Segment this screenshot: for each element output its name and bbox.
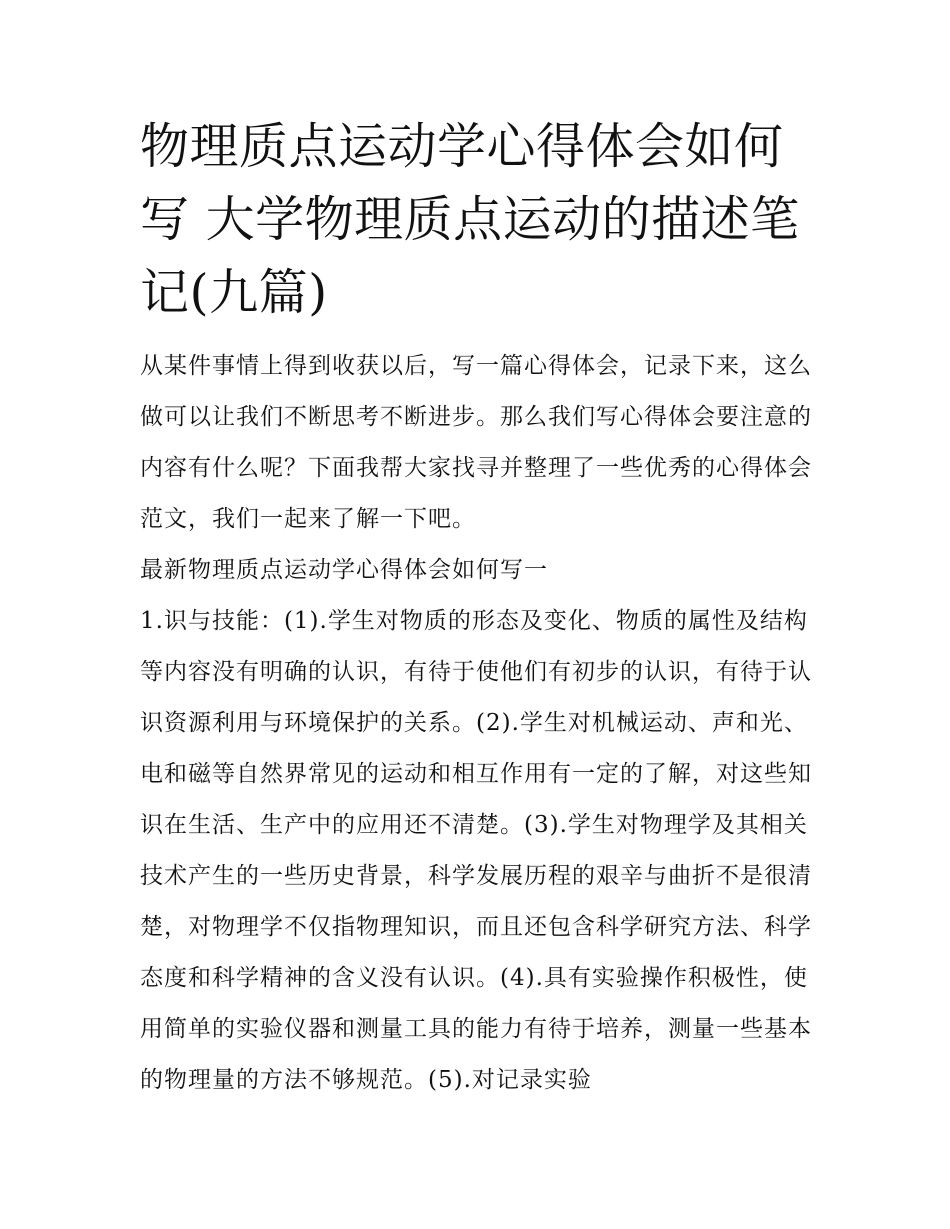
section-body-paragraph: 1.识与技能：(1).学生对物质的形态及变化、物质的属性及结构等内容没有明确的认识，有待于使他们有初步的认识，有待于认识资源利用与环境保护的关系。(2).学生对机械运动、声和光、电和磁等自然界常见的运动和相互作用有一定的了解，对这些知识在生活、生产中的应用还不清楚。(3).学生对物理学及其相关技术产生的一些历史背景，科学发展历程的艰辛与曲折不是很清楚，对物理学不仅指物理知识，而且还包含科学研究方法、科学态度和科学精神的含义没有认识。(4).具有实验操作积极性，使用简单的实验仪器和测量工具的能力有待于培养，测量一些基本的物理量的方法不够规范。(5).对记录实验 xyxy=(140,608,812,1093)
section-heading: 最新物理质点运动学心得体会如何写一 xyxy=(140,557,548,583)
intro-paragraph: 从某件事情上得到收获以后，写一篇心得体会，记录下来，这么做可以让我们不断思考不断进步。那么我们写心得体会要注意的内容有什么呢？下面我帮大家找寻并整理了一些优秀的心得体会范文，我们一起来了解一下吧。 xyxy=(140,353,812,532)
document-page xyxy=(140,110,812,1106)
document-title: 物理质点运动学心得体会如何写 大学物理质点运动的描述笔记(九篇) xyxy=(140,118,800,321)
